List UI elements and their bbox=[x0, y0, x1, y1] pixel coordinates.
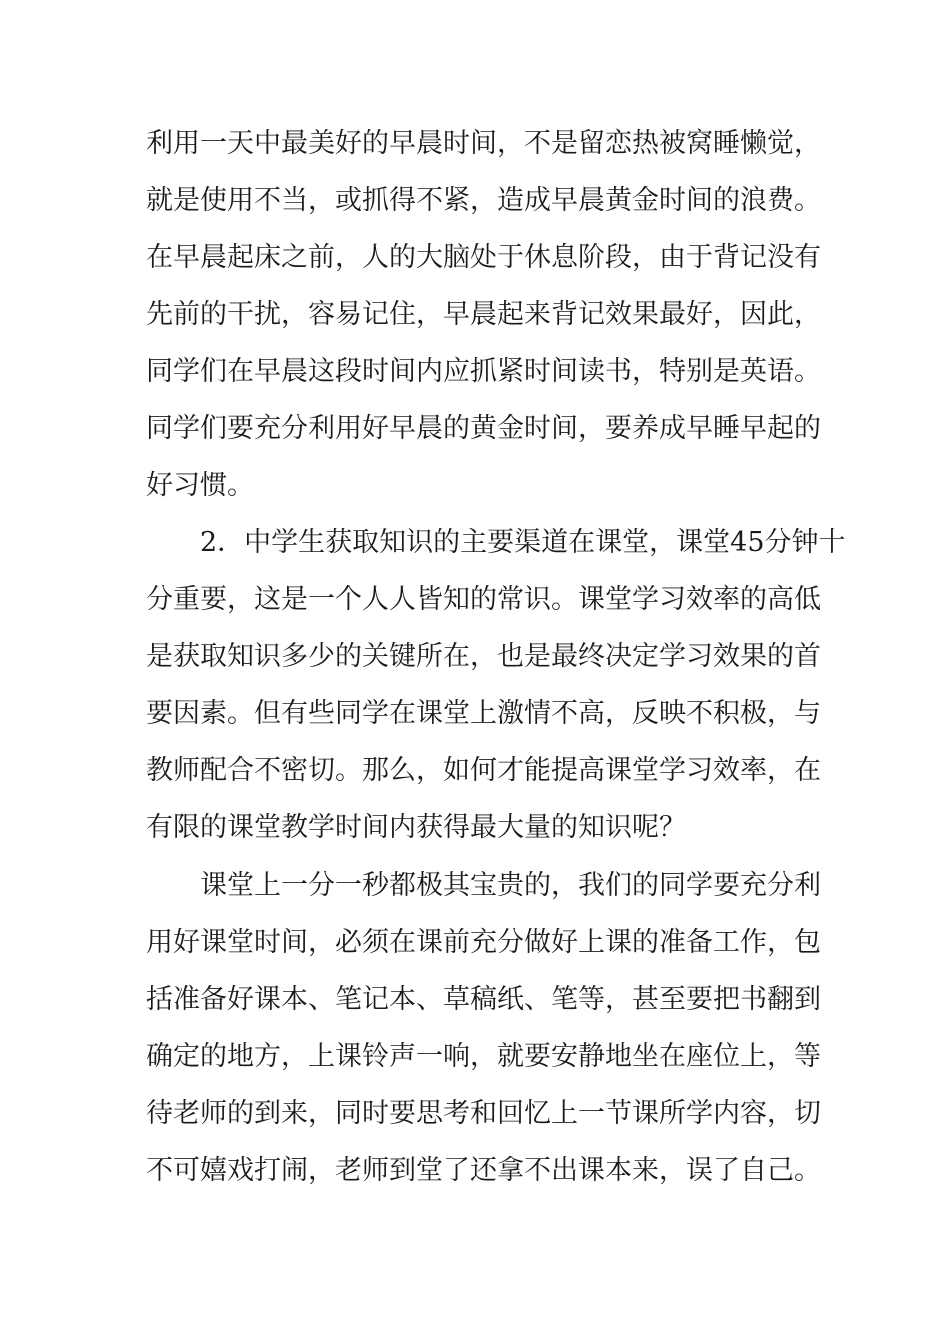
text-line: 就是使用不当，或抓得不紧，造成早晨黄金时间的浪费。 bbox=[146, 185, 821, 216]
text-line: 利用一天中最美好的早晨时间，不是留恋热被窝睡懒觉， bbox=[146, 128, 821, 159]
text-line: 同学们要充分利用好早晨的黄金时间，要养成早睡早起的 bbox=[146, 413, 821, 444]
text-line: 分重要，这是一个人人皆知的常识。课堂学习效率的高低 bbox=[146, 584, 821, 615]
text-line: 用好课堂时间，必须在课前充分做好上课的准备工作，包 bbox=[146, 927, 821, 958]
text-line: 教师配合不密切。那么，如何才能提高课堂学习效率，在 bbox=[146, 755, 821, 786]
text-line: 确定的地方，上课铃声一响，就要安静地坐在座位上，等 bbox=[146, 1041, 821, 1072]
text-line: 待老师的到来，同时要思考和回忆上一节课所学内容，切 bbox=[146, 1098, 821, 1129]
text-line: 是获取知识多少的关键所在，也是最终决定学习效果的首 bbox=[146, 641, 821, 672]
text-line: 在早晨起床之前，人的大脑处于休息阶段，由于背记没有 bbox=[146, 242, 821, 273]
text-line: 同学们在早晨这段时间内应抓紧时间读书，特别是英语。 bbox=[146, 356, 821, 387]
text-line: 好习惯。 bbox=[146, 470, 254, 501]
text-line: 要因素。但有些同学在课堂上激情不高，反映不积极，与 bbox=[146, 698, 821, 729]
text-line: 有限的课堂教学时间内获得最大量的知识呢？ bbox=[146, 812, 686, 843]
text-line: 不可嬉戏打闹，老师到堂了还拿不出课本来，误了自己。 bbox=[146, 1155, 821, 1186]
paragraph-first-line: 2．中学生获取知识的主要渠道在课堂，课堂45分钟十 bbox=[200, 527, 846, 558]
paragraph-first-line: 课堂上一分一秒都极其宝贵的，我们的同学要充分利 bbox=[200, 870, 821, 901]
text-line: 先前的干扰，容易记住，早晨起来背记效果最好，因此， bbox=[146, 299, 821, 330]
text-line: 括准备好课本、笔记本、草稿纸、笔等，甚至要把书翻到 bbox=[146, 984, 821, 1015]
